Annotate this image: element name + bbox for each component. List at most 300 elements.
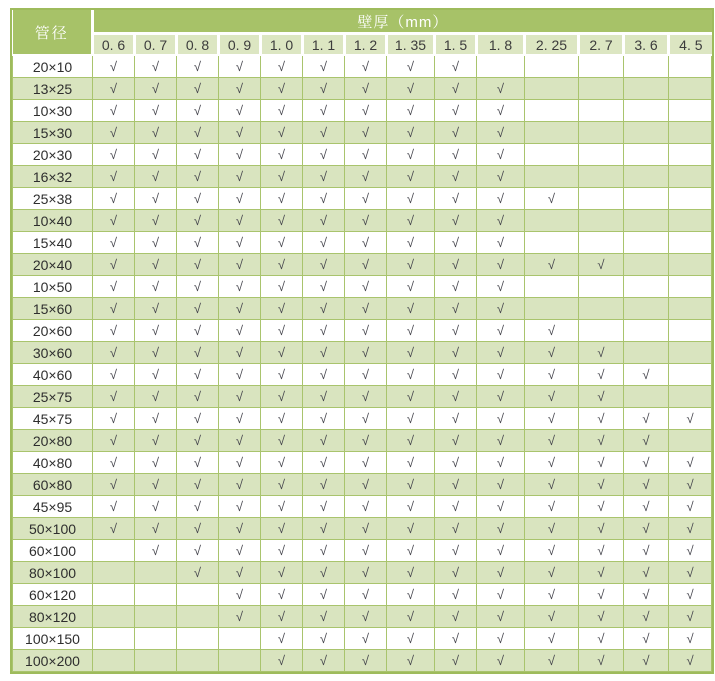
empty-cell — [669, 386, 712, 408]
check-cell: √ — [387, 78, 435, 100]
check-cell: √ — [135, 55, 177, 78]
check-cell: √ — [177, 540, 219, 562]
check-cell: √ — [177, 474, 219, 496]
empty-cell — [669, 298, 712, 320]
check-cell: √ — [135, 386, 177, 408]
pipe-size-cell: 25×75 — [13, 386, 93, 408]
check-cell: √ — [261, 166, 303, 188]
check-cell: √ — [177, 496, 219, 518]
check-cell: √ — [525, 188, 579, 210]
table-row — [13, 342, 712, 364]
thickness-column-header: 0. 7 — [135, 34, 177, 56]
check-cell: √ — [669, 628, 712, 650]
empty-cell — [93, 650, 135, 672]
table-row — [13, 650, 712, 672]
thickness-column-header: 1. 35 — [387, 34, 435, 56]
check-cell: √ — [219, 166, 261, 188]
check-cell: √ — [345, 100, 387, 122]
empty-cell — [624, 386, 669, 408]
wall-thickness-group-header: 壁厚（mm） — [93, 10, 712, 34]
empty-cell — [624, 144, 669, 166]
check-cell: √ — [477, 210, 525, 232]
check-cell: √ — [477, 496, 525, 518]
check-cell: √ — [435, 628, 477, 650]
check-cell: √ — [387, 628, 435, 650]
empty-cell — [669, 78, 712, 100]
check-cell: √ — [135, 540, 177, 562]
check-cell: √ — [303, 144, 345, 166]
check-cell: √ — [261, 452, 303, 474]
empty-cell — [219, 650, 261, 672]
thickness-column-header: 2. 25 — [525, 34, 579, 56]
check-cell: √ — [579, 430, 624, 452]
check-cell: √ — [219, 122, 261, 144]
pipe-diameter-header: 管径 — [13, 10, 93, 55]
check-cell: √ — [177, 122, 219, 144]
check-cell: √ — [345, 408, 387, 430]
empty-cell — [525, 276, 579, 298]
empty-cell — [624, 298, 669, 320]
check-cell: √ — [345, 55, 387, 78]
empty-cell — [669, 232, 712, 254]
empty-cell — [624, 78, 669, 100]
empty-cell — [135, 650, 177, 672]
table-row — [13, 298, 712, 320]
check-cell: √ — [303, 606, 345, 628]
check-cell: √ — [579, 364, 624, 386]
pipe-size-cell: 20×10 — [13, 55, 93, 78]
empty-cell — [135, 628, 177, 650]
check-cell: √ — [387, 100, 435, 122]
check-cell: √ — [303, 584, 345, 606]
pipe-size-cell: 40×80 — [13, 452, 93, 474]
check-cell: √ — [435, 144, 477, 166]
pipe-size-cell: 20×60 — [13, 320, 93, 342]
check-cell: √ — [435, 298, 477, 320]
check-cell: √ — [135, 276, 177, 298]
check-cell: √ — [345, 650, 387, 672]
empty-cell — [525, 122, 579, 144]
check-cell: √ — [135, 166, 177, 188]
check-cell: √ — [345, 496, 387, 518]
check-cell: √ — [525, 518, 579, 540]
check-cell: √ — [345, 342, 387, 364]
empty-cell — [579, 166, 624, 188]
check-cell: √ — [435, 650, 477, 672]
check-cell: √ — [477, 474, 525, 496]
check-cell: √ — [579, 254, 624, 276]
table-header — [13, 10, 712, 55]
check-cell: √ — [261, 386, 303, 408]
table-row — [13, 78, 712, 100]
check-cell: √ — [435, 276, 477, 298]
check-cell: √ — [435, 606, 477, 628]
check-cell: √ — [303, 386, 345, 408]
table-row — [13, 364, 712, 386]
check-cell: √ — [219, 210, 261, 232]
check-cell: √ — [435, 386, 477, 408]
pipe-size-cell: 10×50 — [13, 276, 93, 298]
check-cell: √ — [435, 496, 477, 518]
table-row — [13, 474, 712, 496]
check-cell: √ — [525, 452, 579, 474]
check-cell: √ — [435, 584, 477, 606]
check-cell: √ — [345, 210, 387, 232]
check-cell: √ — [261, 650, 303, 672]
check-cell: √ — [579, 342, 624, 364]
check-cell: √ — [261, 408, 303, 430]
pipe-size-cell: 40×60 — [13, 364, 93, 386]
table-row — [13, 562, 712, 584]
empty-cell — [624, 232, 669, 254]
check-cell: √ — [345, 452, 387, 474]
check-cell: √ — [435, 474, 477, 496]
empty-cell — [669, 320, 712, 342]
check-cell: √ — [387, 408, 435, 430]
check-cell: √ — [435, 518, 477, 540]
check-cell: √ — [219, 254, 261, 276]
check-cell: √ — [525, 254, 579, 276]
check-cell: √ — [345, 562, 387, 584]
check-cell: √ — [303, 562, 345, 584]
thickness-column-header: 0. 8 — [177, 34, 219, 56]
check-cell: √ — [135, 254, 177, 276]
check-cell: √ — [177, 386, 219, 408]
thickness-column-header: 0. 6 — [93, 34, 135, 56]
table-row — [13, 210, 712, 232]
check-cell: √ — [387, 122, 435, 144]
check-cell: √ — [669, 496, 712, 518]
check-cell: √ — [93, 254, 135, 276]
empty-cell — [135, 584, 177, 606]
check-cell: √ — [525, 430, 579, 452]
check-cell: √ — [387, 320, 435, 342]
empty-cell — [177, 650, 219, 672]
check-cell: √ — [345, 122, 387, 144]
pipe-size-cell: 60×100 — [13, 540, 93, 562]
table-row — [13, 430, 712, 452]
empty-cell — [624, 188, 669, 210]
check-cell: √ — [435, 188, 477, 210]
empty-cell — [579, 78, 624, 100]
check-cell: √ — [387, 342, 435, 364]
pipe-size-cell: 20×40 — [13, 254, 93, 276]
empty-cell — [624, 55, 669, 78]
table-row — [13, 144, 712, 166]
check-cell: √ — [477, 232, 525, 254]
check-cell: √ — [435, 210, 477, 232]
table-row — [13, 408, 712, 430]
check-cell: √ — [345, 474, 387, 496]
check-cell: √ — [525, 540, 579, 562]
check-cell: √ — [261, 210, 303, 232]
check-cell: √ — [579, 628, 624, 650]
check-cell: √ — [669, 408, 712, 430]
check-cell: √ — [135, 408, 177, 430]
check-cell: √ — [435, 540, 477, 562]
check-cell: √ — [477, 122, 525, 144]
check-cell: √ — [219, 452, 261, 474]
empty-cell — [624, 210, 669, 232]
check-cell: √ — [219, 342, 261, 364]
check-cell: √ — [345, 188, 387, 210]
thickness-column-header: 1. 0 — [261, 34, 303, 56]
check-cell: √ — [219, 320, 261, 342]
check-cell: √ — [303, 55, 345, 78]
check-cell: √ — [477, 452, 525, 474]
check-cell: √ — [477, 408, 525, 430]
check-cell: √ — [435, 430, 477, 452]
thickness-column-header: 1. 1 — [303, 34, 345, 56]
check-cell: √ — [177, 188, 219, 210]
check-cell: √ — [303, 628, 345, 650]
check-cell: √ — [387, 188, 435, 210]
check-cell: √ — [435, 254, 477, 276]
check-cell: √ — [525, 496, 579, 518]
check-cell: √ — [177, 166, 219, 188]
check-cell: √ — [219, 188, 261, 210]
check-cell: √ — [669, 606, 712, 628]
empty-cell — [525, 55, 579, 78]
check-cell: √ — [303, 364, 345, 386]
check-cell: √ — [93, 474, 135, 496]
check-cell: √ — [303, 342, 345, 364]
check-cell: √ — [303, 430, 345, 452]
check-cell: √ — [477, 166, 525, 188]
check-cell: √ — [93, 452, 135, 474]
check-cell: √ — [345, 364, 387, 386]
empty-cell — [93, 628, 135, 650]
thickness-column-header: 3. 6 — [624, 34, 669, 56]
check-cell: √ — [261, 496, 303, 518]
thickness-header-row — [13, 34, 712, 56]
check-cell: √ — [477, 144, 525, 166]
check-cell: √ — [135, 430, 177, 452]
check-cell: √ — [525, 320, 579, 342]
check-cell: √ — [219, 298, 261, 320]
check-cell: √ — [135, 518, 177, 540]
empty-cell — [579, 232, 624, 254]
check-cell: √ — [303, 188, 345, 210]
check-cell: √ — [135, 210, 177, 232]
check-cell: √ — [345, 584, 387, 606]
empty-cell — [579, 320, 624, 342]
check-cell: √ — [219, 100, 261, 122]
table-row — [13, 188, 712, 210]
table-row — [13, 628, 712, 650]
table-row — [13, 55, 712, 78]
check-cell: √ — [261, 606, 303, 628]
check-cell: √ — [435, 232, 477, 254]
check-cell: √ — [525, 342, 579, 364]
check-cell: √ — [261, 540, 303, 562]
check-cell: √ — [93, 364, 135, 386]
pipe-size-cell: 15×40 — [13, 232, 93, 254]
check-cell: √ — [624, 540, 669, 562]
check-cell: √ — [303, 540, 345, 562]
empty-cell — [669, 144, 712, 166]
check-cell: √ — [387, 518, 435, 540]
check-cell: √ — [261, 232, 303, 254]
check-cell: √ — [177, 562, 219, 584]
check-cell: √ — [624, 408, 669, 430]
table-row — [13, 496, 712, 518]
check-cell: √ — [135, 78, 177, 100]
thickness-column-header: 2. 7 — [579, 34, 624, 56]
empty-cell — [93, 562, 135, 584]
empty-cell — [669, 254, 712, 276]
check-cell: √ — [477, 386, 525, 408]
empty-cell — [135, 562, 177, 584]
check-cell: √ — [177, 518, 219, 540]
empty-cell — [219, 628, 261, 650]
pipe-size-cell: 20×30 — [13, 144, 93, 166]
check-cell: √ — [177, 408, 219, 430]
check-cell: √ — [435, 55, 477, 78]
check-cell: √ — [93, 55, 135, 78]
check-cell: √ — [477, 298, 525, 320]
empty-cell — [525, 78, 579, 100]
check-cell: √ — [669, 452, 712, 474]
check-cell: √ — [303, 474, 345, 496]
check-cell: √ — [387, 650, 435, 672]
check-cell: √ — [435, 122, 477, 144]
check-cell: √ — [624, 452, 669, 474]
check-cell: √ — [435, 166, 477, 188]
check-cell: √ — [219, 496, 261, 518]
table-row — [13, 452, 712, 474]
check-cell: √ — [261, 100, 303, 122]
check-cell: √ — [219, 386, 261, 408]
check-cell: √ — [177, 452, 219, 474]
check-cell: √ — [477, 188, 525, 210]
check-cell: √ — [177, 100, 219, 122]
check-cell: √ — [345, 628, 387, 650]
check-cell: √ — [93, 298, 135, 320]
table-row — [13, 606, 712, 628]
check-cell: √ — [477, 562, 525, 584]
empty-cell — [525, 166, 579, 188]
check-cell: √ — [525, 650, 579, 672]
check-cell: √ — [135, 364, 177, 386]
check-cell: √ — [579, 584, 624, 606]
check-cell: √ — [219, 55, 261, 78]
check-cell: √ — [477, 320, 525, 342]
empty-cell — [93, 606, 135, 628]
check-cell: √ — [579, 518, 624, 540]
check-cell: √ — [135, 100, 177, 122]
check-cell: √ — [345, 166, 387, 188]
check-cell: √ — [219, 562, 261, 584]
empty-cell — [624, 122, 669, 144]
check-cell: √ — [624, 628, 669, 650]
check-cell: √ — [525, 364, 579, 386]
check-cell: √ — [624, 496, 669, 518]
empty-cell — [579, 188, 624, 210]
check-cell: √ — [579, 562, 624, 584]
check-cell: √ — [93, 122, 135, 144]
table-row — [13, 320, 712, 342]
check-cell: √ — [93, 232, 135, 254]
check-cell: √ — [525, 474, 579, 496]
pipe-size-cell: 16×32 — [13, 166, 93, 188]
empty-cell — [669, 364, 712, 386]
check-cell: √ — [579, 540, 624, 562]
check-cell: √ — [261, 298, 303, 320]
check-cell: √ — [93, 386, 135, 408]
empty-cell — [525, 298, 579, 320]
check-cell: √ — [387, 166, 435, 188]
check-cell: √ — [387, 606, 435, 628]
empty-cell — [177, 584, 219, 606]
check-cell: √ — [177, 430, 219, 452]
thickness-availability-table — [10, 8, 714, 674]
check-cell: √ — [261, 144, 303, 166]
check-cell: √ — [261, 628, 303, 650]
pipe-size-cell: 15×30 — [13, 122, 93, 144]
check-cell: √ — [177, 55, 219, 78]
check-cell: √ — [525, 386, 579, 408]
empty-cell — [579, 298, 624, 320]
empty-cell — [177, 628, 219, 650]
check-cell: √ — [525, 606, 579, 628]
pipe-size-cell: 30×60 — [13, 342, 93, 364]
table-row — [13, 100, 712, 122]
check-cell: √ — [624, 606, 669, 628]
check-cell: √ — [135, 144, 177, 166]
check-cell: √ — [345, 298, 387, 320]
empty-cell — [624, 166, 669, 188]
check-cell: √ — [477, 606, 525, 628]
check-cell: √ — [219, 232, 261, 254]
check-cell: √ — [477, 584, 525, 606]
empty-cell — [579, 144, 624, 166]
check-cell: √ — [579, 496, 624, 518]
check-cell: √ — [477, 254, 525, 276]
check-cell: √ — [219, 144, 261, 166]
empty-cell — [669, 188, 712, 210]
check-cell: √ — [669, 584, 712, 606]
empty-cell — [624, 276, 669, 298]
check-cell: √ — [477, 276, 525, 298]
check-cell: √ — [261, 122, 303, 144]
empty-cell — [525, 144, 579, 166]
check-cell: √ — [261, 364, 303, 386]
check-cell: √ — [477, 628, 525, 650]
check-cell: √ — [345, 430, 387, 452]
check-cell: √ — [345, 320, 387, 342]
pipe-size-cell: 60×80 — [13, 474, 93, 496]
check-cell: √ — [345, 540, 387, 562]
check-cell: √ — [303, 518, 345, 540]
check-cell: √ — [624, 584, 669, 606]
check-cell: √ — [345, 254, 387, 276]
check-cell: √ — [135, 320, 177, 342]
check-cell: √ — [261, 584, 303, 606]
check-cell: √ — [177, 298, 219, 320]
check-cell: √ — [525, 562, 579, 584]
check-cell: √ — [261, 254, 303, 276]
check-cell: √ — [135, 122, 177, 144]
thickness-column-header: 0. 9 — [219, 34, 261, 56]
check-cell: √ — [261, 430, 303, 452]
check-cell: √ — [579, 474, 624, 496]
check-cell: √ — [387, 584, 435, 606]
check-cell: √ — [477, 342, 525, 364]
check-cell: √ — [624, 518, 669, 540]
check-cell: √ — [345, 276, 387, 298]
check-cell: √ — [477, 100, 525, 122]
